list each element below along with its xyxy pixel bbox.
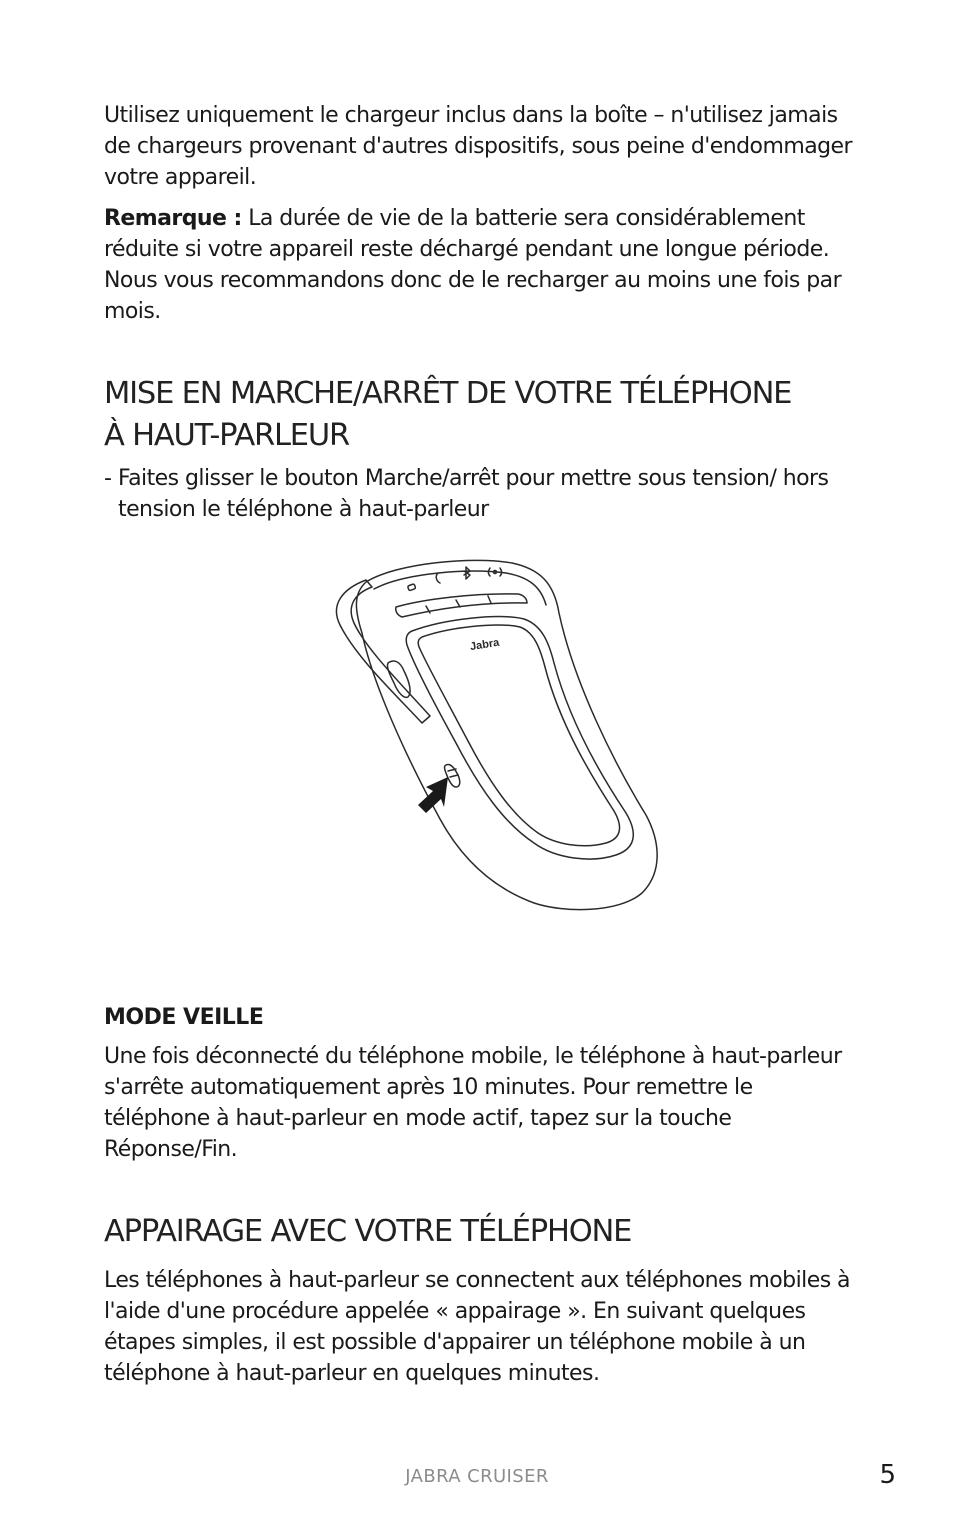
power-instruction-item <box>104 463 864 525</box>
button-strip <box>396 594 527 617</box>
speaker-grille-inner <box>418 625 619 846</box>
remark-text: La durée de vie de la batterie sera considérablement réduite si votre appareil reste déchargé pendant une longue période. Nous vous recommandons donc de le recharger au moins une fois par mois. <box>104 206 842 324</box>
power-section-title <box>104 373 864 457</box>
remark-label: Remarque : <box>104 206 242 231</box>
page-number: 5 <box>879 1460 896 1490</box>
side-button <box>387 661 410 697</box>
bluetooth-icon <box>464 567 470 579</box>
speaker-grille-outer <box>406 617 633 859</box>
battery-remark-paragraph <box>104 203 864 327</box>
footer-product-name: JABRA CRUISER <box>405 1466 549 1487</box>
standby-mode-title: MODE VEILLE <box>104 1005 264 1030</box>
phone-icon <box>436 573 440 583</box>
pairing-section-title: APPAIRAGE AVEC VOTRE TÉLÉPHONE <box>104 1214 632 1249</box>
speakerphone-illustration <box>104 553 864 963</box>
speakerphone-drawing <box>104 553 864 963</box>
power-section-title-line1: MISE EN MARCHE/ARRÊT DE VOTRE TÉLÉPHONE <box>104 376 792 411</box>
standby-mode-text: Une fois déconnecté du téléphone mobile, le téléphone à haut-parleur s'arrête automatiquement après 10 minutes. Pour remettre le téléphone à haut-parleur en mode actif, tapez sur la touche Réponse/Fin. <box>104 1044 842 1162</box>
device-body <box>356 560 657 909</box>
page-content <box>104 100 864 1389</box>
bullet-dash: - <box>104 466 112 491</box>
brand-label: Jabra <box>469 636 501 654</box>
power-section-title-line2: À HAUT-PARLEUR <box>104 418 349 453</box>
mute-icon <box>407 584 415 591</box>
charger-warning-paragraph: Utilisez uniquement le chargeur inclus dans la boîte – n'utilisez jamais de chargeurs provenant d'autres dispositifs, sous peine d'endommager votre appareil. <box>104 103 853 190</box>
pairing-text: Les téléphones à haut-parleur se connectent aux téléphones mobiles à l'aide d'une procédure appelée « appairage ». En suivant quelques étapes simples, il est possible d'appairer un téléphone mobile à un téléphone à haut-parleur en quelques minutes. <box>104 1268 850 1386</box>
power-instruction-text: Faites glisser le bouton Marche/arrêt pour mettre sous tension/ hors tension le téléphone à haut-parleur <box>118 466 829 522</box>
